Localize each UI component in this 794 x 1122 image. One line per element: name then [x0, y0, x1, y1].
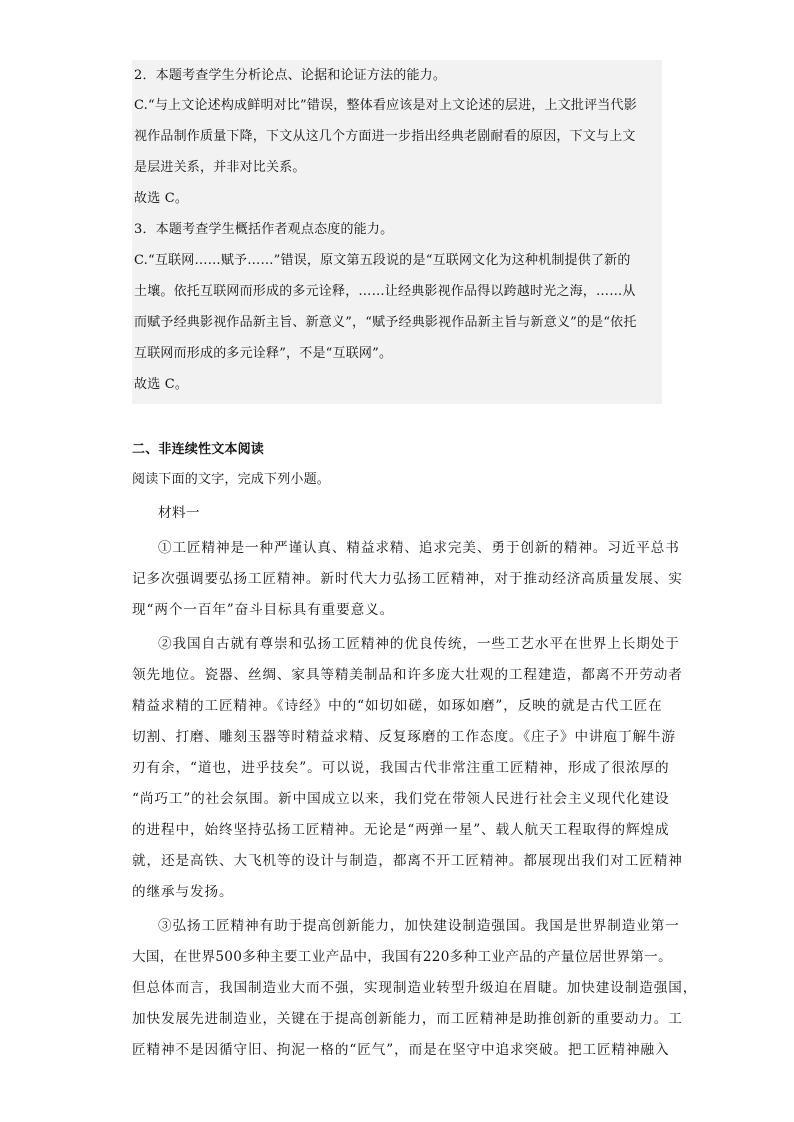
- paragraph-line: 现“两个一百年”奋斗目标具有重要意义。: [132, 602, 395, 618]
- paragraph-line: 就，还是高铁、大飞机等的设计与制造，都离不开工匠精神。都展现出我们对工匠精神: [132, 853, 683, 869]
- paragraph-line: 加快发展先进制造业，关键在于提高创新能力，而工匠精神是助推创新的重要动力。工: [132, 1011, 683, 1027]
- q2-title: 2．本题考查学生分析论点、论据和论证方法的能力。: [134, 68, 447, 83]
- q3-line: C.“互联网……赋予……”错误，原文第五段说的是“互联网文化为这种机制提供了新的: [134, 253, 631, 268]
- paragraph-line: 的进程中，始终坚持弘扬工匠精神。无论是“两弹一星”、载人航天工程取得的辉煌成: [132, 822, 670, 838]
- paragraph-line: 领先地位。瓷器、丝绸、家具等精美制品和许多庞大壮观的工程建造，都离不开劳动者: [132, 667, 683, 683]
- q3-title: 3．本题考查学生概括作者观点态度的能力。: [134, 222, 394, 237]
- section-instruction: 阅读下面的文字，完成下列小题。: [132, 472, 331, 487]
- material-label: 材料一: [158, 505, 200, 521]
- paragraph-line: 刃有余，“道也，进乎技矣”。可以说，我国古代非常注重工匠精神，形成了很浓厚的: [132, 760, 670, 776]
- paragraph-line: 记多次强调要弘扬工匠精神。新时代大力弘扬工匠精神，对于推动经济高质量发展、实: [132, 571, 683, 587]
- q3-answer: 故选 C。: [134, 377, 189, 392]
- paragraph-line: “尚巧工”的社会氛围。新中国成立以来，我们党在带领人民进行社会主义现代化建设: [132, 791, 670, 807]
- section-heading: 二、非连续性文本阅读: [132, 442, 265, 457]
- paragraph-line: ①工匠精神是一种严谨认真、精益求精、追求完美、勇于创新的精神。习近平总书: [158, 540, 680, 556]
- paragraph-line: ③弘扬工匠精神有助于提高创新能力，加快建设制造强国。我国是世界制造业第一: [158, 918, 680, 934]
- q3-line: 土壤。依托互联网而形成的多元诠释，……让经典影视作品得以跨越时光之海，……从: [134, 284, 636, 299]
- paragraph-line: 切割、打磨、雕刻玉器等时精益求精、反复琢磨的工作态度。《庄子》中讲庖丁解牛游: [132, 729, 676, 745]
- q2-answer: 故选 C。: [134, 191, 189, 206]
- paragraph-line: 但总体而言，我国制造业大而不强，实现制造业转型升级迫在眉睫。加快建设制造强国，: [132, 980, 698, 996]
- q3-line: 而赋予经典影视作品新主旨、新意义”，“赋予经典影视作品新主旨与新意义”的是“依托: [134, 315, 637, 330]
- q2-line: C.“与上文论述构成鲜明对比”错误，整体看应该是对上文论述的层进，上文批评当代影: [134, 98, 637, 113]
- paragraph-line: 大国，在世界500多种主要工业产品中，我国有220多种工业产品的产量位居世界第一。: [132, 949, 672, 965]
- paragraph-line: 的继承与发扬。: [132, 884, 234, 900]
- q2-line: 视作品制作质量下降，下文从这几个方面进一步指出经典老剧耐看的原因，下文与上文: [134, 129, 636, 144]
- paragraph-line: ②我国自古就有尊崇和弘扬工匠精神的优良传统，一些工艺水平在世界上长期处于: [158, 636, 680, 652]
- q2-line: 是层进关系，并非对比关系。: [134, 160, 306, 175]
- q3-line: 互联网而形成的多元诠释”，不是“互联网”。: [134, 346, 393, 361]
- paragraph-line: 精益求精的工匠精神。《诗经》中的“如切如磋，如琢如磨”，反映的就是古代工匠在: [132, 698, 663, 714]
- paragraph-line: 匠精神不是因循守旧、拘泥一格的“匠气”，而是在坚守中追求突破。把工匠精神融入: [132, 1042, 670, 1058]
